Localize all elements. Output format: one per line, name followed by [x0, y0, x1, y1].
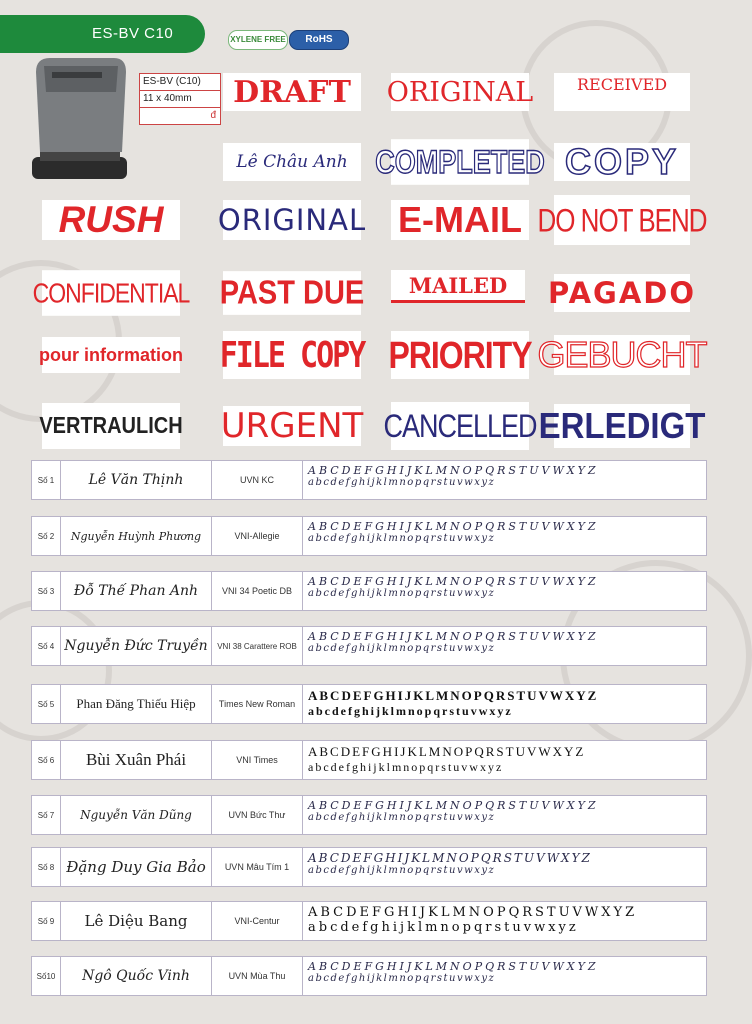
xylene-free-badge: XYLENE FREE	[228, 30, 288, 50]
font-row-sample-name: Đặng Duy Gia Bảo	[61, 848, 212, 886]
font-row-number: Số 8	[32, 848, 61, 886]
stamp-copy: COPY	[554, 143, 690, 181]
font-row-font-name: VNI Times	[212, 741, 303, 779]
font-row-alphabet: ABCDEFGHIJKLMNOPQRSTUVWXYZ abcdefghijklmnopqrstuvwxyz	[308, 464, 599, 488]
stamp-rush: RUSH	[42, 200, 180, 240]
font-row-number: Số 9	[32, 902, 61, 940]
stamp-original-sans: ORIGINAL	[223, 200, 361, 240]
stamp-signature-le-chau-anh: Lê Châu Anh	[223, 143, 361, 181]
font-row-number: Số 5	[32, 685, 61, 723]
font-row	[31, 956, 707, 996]
stamp-file-copy: FILE COPY	[223, 331, 361, 379]
stamp-email: E-MAIL	[391, 200, 529, 240]
font-row-alphabet: ABCDEFGHIJKLMNOPQRSTUVWXYZ abcdefghijklmnopqrstuvwxyz	[308, 851, 592, 876]
font-row-font-name: UVN Bức Thư	[212, 796, 303, 834]
stamp-erledigt: ERLEDIGT	[554, 404, 690, 448]
font-row-font-name: Times New Roman	[212, 685, 303, 723]
font-row-font-name: VNI 34 Poetic DB	[212, 572, 303, 610]
font-row	[31, 571, 707, 611]
font-row-alphabet: ABCDEFGHIJKLMNOPQRSTUVWXYZ abcdefghijklmnopqrstuvwxyz	[308, 630, 599, 654]
font-row-sample-name: Nguyễn Đức Truyền	[61, 627, 212, 665]
font-row-alphabet: ABCDEFGHIJKLMNOPQRSTUVWXYZ abcdefghijklmnopqrstuvwxyz	[308, 799, 599, 823]
stamp-do-not-bend: DO NOT BEND	[554, 195, 690, 245]
spec-model: ES-BV (C10)	[140, 74, 220, 91]
font-row-sample-name: Lê Văn Thịnh	[61, 461, 212, 499]
font-row-number: Số 2	[32, 517, 61, 555]
stamp-urgent: URGENT	[220, 406, 364, 446]
spec-size: 11 x 40mm	[140, 91, 220, 108]
font-row-number: Số 4	[32, 627, 61, 665]
stamp-gebucht: GEBUCHT	[537, 334, 707, 375]
font-row	[31, 460, 707, 500]
font-row	[31, 626, 707, 666]
font-row-sample-name: Ngô Quốc Vinh	[61, 957, 212, 995]
font-row-number: Số 6	[32, 741, 61, 779]
font-row-alphabet: ABCDEFGHIJKLMNOPQRSTUVWXYZ abcdefghijklmnopqrstuvwxyz	[308, 960, 599, 984]
font-row-alphabet: ABCDEFGHIJKLMNOPQRSTUVWXYZ abcdefghijklmnopqrstuvwxyz	[308, 688, 599, 718]
font-row	[31, 684, 707, 724]
stamp-vertraulich: VERTRAULICH	[42, 403, 180, 449]
font-row-font-name: VNI 38 Carattere ROB	[212, 627, 303, 665]
font-row	[31, 516, 707, 556]
font-row-number: Số10	[32, 957, 61, 995]
font-row-sample-name: Đỗ Thế Phan Anh	[61, 572, 212, 610]
font-row	[31, 795, 707, 835]
stamp-original-serif: ORIGINAL	[391, 73, 529, 111]
stamp-completed: COMPLETED	[391, 139, 529, 185]
stamp-cancelled: CANCELLED	[391, 402, 529, 450]
font-row	[31, 847, 707, 887]
font-row-number: Số 3	[32, 572, 61, 610]
stamp-mailed: MAILED	[391, 270, 525, 303]
rohs-badge: RoHS	[289, 30, 349, 50]
font-row	[31, 901, 707, 941]
font-row-font-name: UVN Mùa Thu	[212, 957, 303, 995]
font-row-sample-name: Bùi Xuân Phái	[61, 741, 212, 779]
stamp-draft: DRAFT	[223, 73, 361, 111]
stamp-pour-information: pour information	[42, 337, 180, 373]
font-row-font-name: VNI-Allegie	[212, 517, 303, 555]
stamp-pagado: PAGADO	[548, 276, 697, 310]
spec-box	[139, 73, 221, 125]
font-row-alphabet: ABCDEFGHIJKLMNOPQRSTUVWXYZ abcdefghijklmnopqrstuvwxyz	[308, 744, 586, 774]
stamp-past-due: PAST DUE	[223, 271, 361, 315]
font-row-sample-name: Lê Diệu Bang	[61, 902, 212, 940]
stamp-confidential: CONFIDENTIAL	[42, 270, 180, 316]
stamp-priority: PRIORITY	[391, 331, 529, 379]
font-row-alphabet: ABCDEFGHIJKLMNOPQRSTUVWXYZ abcdefghijklmnopqrstuvwxyz	[308, 905, 638, 935]
font-row-font-name: UVN KC	[212, 461, 303, 499]
font-row-sample-name: Nguyễn Văn Dũng	[61, 796, 212, 834]
spec-price: đ	[210, 110, 216, 121]
font-row	[31, 740, 707, 780]
font-row-font-name: UVN Mâu Tím 1	[212, 848, 303, 886]
font-row-number: Số 7	[32, 796, 61, 834]
font-row-font-name: VNI-Centur	[212, 902, 303, 940]
font-row-alphabet: ABCDEFGHIJKLMNOPQRSTUVWXYZ abcdefghijklmnopqrstuvwxyz	[308, 520, 599, 544]
font-row-alphabet: ABCDEFGHIJKLMNOPQRSTUVWXYZ abcdefghijklmnopqrstuvwxyz	[308, 575, 599, 599]
product-header	[0, 15, 205, 53]
font-row-number: Số 1	[32, 461, 61, 499]
font-row-sample-name: Nguyễn Huỳnh Phương	[61, 517, 212, 555]
stamp-received: RECEIVED	[554, 73, 690, 111]
font-row-sample-name: Phan Đăng Thiếu Hiệp	[61, 685, 212, 723]
product-title: ES-BV C10	[92, 25, 174, 42]
stamp-device-icon	[22, 52, 137, 187]
